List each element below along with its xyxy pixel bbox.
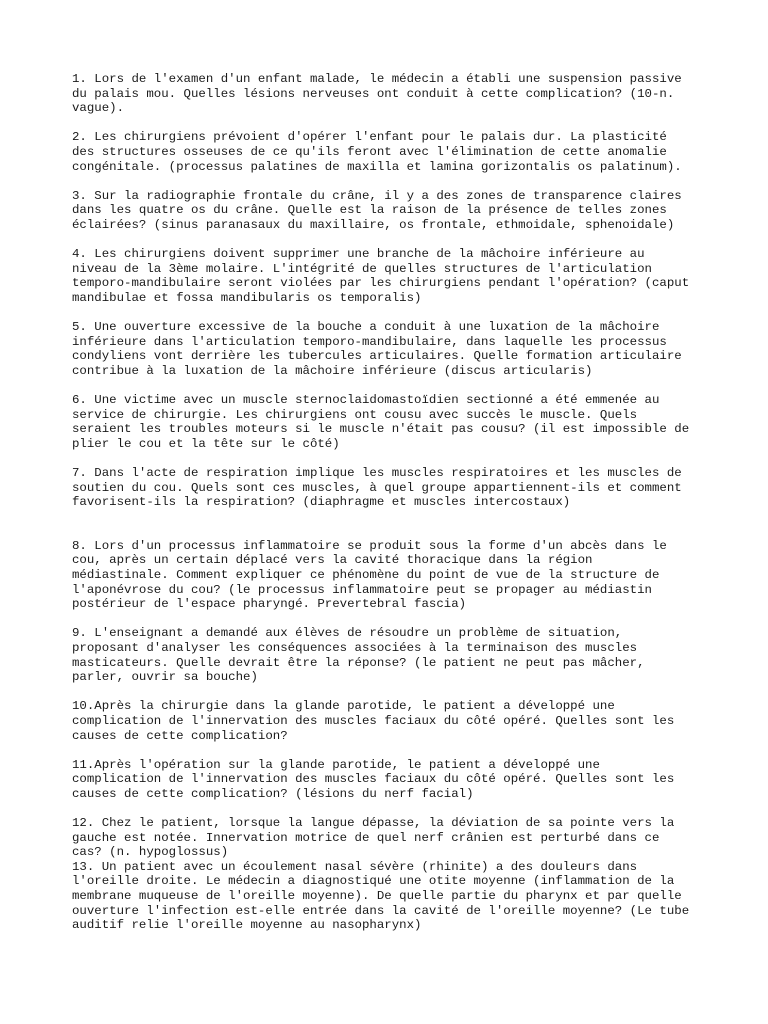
- question-13-line-1: 13. Un patient avec un écoulement nasal sévère (rhinite) a des douleurs dans: [72, 859, 638, 874]
- question-4-line-2: niveau de la 3ème molaire. L'intégrité de quelles structures de l'articulation: [72, 261, 652, 276]
- paragraph-spacer: [72, 510, 704, 539]
- question-13-line-5: auditif relie l'oreille moyenne au nasopharynx): [72, 918, 422, 933]
- paragraph-spacer: [72, 116, 704, 131]
- question-3-line-1: 3. Sur la radiographie frontale du crâne, il y a des zones de transparence claires: [72, 188, 682, 203]
- question-7: [72, 466, 704, 510]
- question-9: [72, 626, 704, 684]
- question-9-line-4: parler, ouvrir sa bouche): [72, 670, 258, 685]
- question-6-line-3: seraient les troubles moteurs si le muscle n'était pas cousu? (il est impossible de: [72, 422, 690, 437]
- question-13-line-4: ouverture l'infection est-elle entrée dans la cavité de l'oreille moyenne? (Le tube: [72, 903, 690, 918]
- question-7-line-2: soutien du cou. Quels sont ces muscles, à quel groupe appartiennent-ils et comment: [72, 480, 682, 495]
- question-12-line-3: cas? (n. hypoglossus): [72, 845, 229, 860]
- paragraph-spacer: [72, 743, 704, 758]
- paragraph-spacer: [72, 378, 704, 393]
- paragraph-spacer: [72, 685, 704, 700]
- paragraph-spacer: [72, 451, 704, 466]
- question-12-line-1: 12. Chez le patient, lorsque la langue dépasse, la déviation de sa pointe vers la: [72, 816, 675, 831]
- question-8: [72, 539, 704, 612]
- question-8-line-3: médiastinale. Comment expliquer ce phénomène du point de vue de la structure de: [72, 568, 660, 582]
- question-6: [72, 393, 704, 451]
- question-2-line-2: des structures osseuses de ce qu'ils feront avec l'élimination de cette anomalie: [72, 144, 667, 159]
- question-7-line-3: favorisent-ils la respiration? (diaphragme et muscles intercostaux): [72, 495, 571, 510]
- question-5-line-4: contribue à la luxation de la mâchoire inférieure (discus articularis): [72, 363, 593, 378]
- question-8-line-1: 8. Lors d'un processus inflammatoire se produit sous la forme d'un abcès dans le: [72, 538, 667, 553]
- paragraph-spacer: [72, 174, 704, 189]
- question-11-line-2: complication de l'innervation des muscles faciaux du côté opéré. Quelles sont les: [72, 772, 675, 787]
- question-4-line-4: mandibulae et fossa mandibularis os temporalis): [72, 290, 422, 305]
- question-5-line-2: inférieure dans l'articulation temporo-mandibulaire, dans laquelle les processus: [72, 334, 667, 349]
- question-12: [72, 816, 704, 860]
- question-9-line-3: masticateurs. Quelle devrait être la réponse? (le patient ne peut pas mâcher,: [72, 655, 645, 670]
- question-11-line-3: causes de cette complication? (lésions du nerf facial): [72, 786, 474, 801]
- question-11-line-1: 11.Après l'opération sur la glande parotide, le patient a développé une: [72, 757, 600, 772]
- question-13: [72, 860, 704, 933]
- question-5-line-3: condyliens vont derrière les tubercules articulaires. Quelle formation articulaire: [72, 349, 682, 364]
- question-2-line-3: congénitale. (processus palatines de maxilla et lamina gorizontalis os palatinum).: [72, 159, 682, 174]
- question-8-line-5: postérieur de l'espace pharyngé. Prevertebral fascia): [72, 597, 467, 612]
- question-1-line-1: 1. Lors de l'examen d'un enfant malade, le médecin a établi une suspension passive: [72, 72, 682, 86]
- question-4-line-3: temporo-mandibulaire seront violées par les chirurgiens pendant l'opération? (caput: [72, 276, 690, 291]
- question-5-line-1: 5. Une ouverture excessive de la bouche a conduit à une luxation de la mâchoire: [72, 320, 660, 335]
- question-12-line-2: gauche est notée. Innervation motrice de quel nerf crânien est perturbé dans ce: [72, 830, 660, 845]
- question-2-line-1: 2. Les chirurgiens prévoient d'opérer l'enfant pour le palais dur. La plasticité: [72, 130, 667, 145]
- question-2: [72, 130, 704, 174]
- question-1: [72, 72, 704, 116]
- paragraph-spacer: [72, 306, 704, 321]
- paragraph-spacer: [72, 802, 704, 817]
- question-7-line-1: 7. Dans l'acte de respiration implique les muscles respiratoires et les muscles de: [72, 466, 682, 481]
- question-5: [72, 320, 704, 378]
- question-4: [72, 247, 704, 305]
- question-1-line-2: du palais mou. Quelles lésions nerveuses ont conduit à cette complication? (10-n.: [72, 86, 675, 101]
- question-3: [72, 189, 704, 233]
- question-6-line-2: service de chirurgie. Les chirurgiens ont cousu avec succès le muscle. Quels: [72, 407, 638, 422]
- question-9-line-1: 9. L'enseignant a demandé aux élèves de résoudre un problème de situation,: [72, 626, 623, 641]
- question-3-line-2: dans les quatre os du crâne. Quelle est la raison de la présence de telles zones: [72, 203, 667, 218]
- question-10-line-1: 10.Après la chirurgie dans la glande parotide, le patient a développé une: [72, 699, 615, 714]
- question-6-line-4: plier le cou et la tête sur le côté): [72, 436, 340, 451]
- question-9-line-2: proposant d'analyser les conséquences associées à la terminaison des muscles: [72, 640, 638, 655]
- question-1-line-3: vague).: [72, 101, 125, 116]
- question-10-line-3: causes de cette complication?: [72, 728, 288, 743]
- paragraph-spacer: [72, 233, 704, 248]
- document-page: [72, 72, 704, 933]
- question-11: [72, 758, 704, 802]
- question-3-line-3: éclairées? (sinus paranasaux du maxillaire, os frontale, ethmoidale, sphenoidale): [72, 217, 675, 232]
- question-10-line-2: complication de l'innervation des muscles faciaux du côté opéré. Quelles sont les: [72, 713, 675, 728]
- question-13-line-3: membrane muqueuse de l'oreille moyenne). De quelle partie du pharynx et par quelle: [72, 889, 682, 904]
- question-4-line-1: 4. Les chirurgiens doivent supprimer une branche de la mâchoire inférieure au: [72, 247, 645, 262]
- paragraph-spacer: [72, 612, 704, 627]
- question-13-line-2: l'oreille droite. Le médecin a diagnostiqué une otite moyenne (inflammation de la: [72, 874, 675, 889]
- question-6-line-1: 6. Une victime avec un muscle sternoclaidomastoïdien sectionné a été emmenée au: [72, 393, 660, 408]
- question-8-line-4: l'aponévrose du cou? (le processus inflammatoire peut se propager au médiastin: [72, 582, 652, 597]
- question-10: [72, 699, 704, 743]
- question-8-line-2: cou, après un certain déplacé vers la cavité thoracique dans la région: [72, 553, 593, 568]
